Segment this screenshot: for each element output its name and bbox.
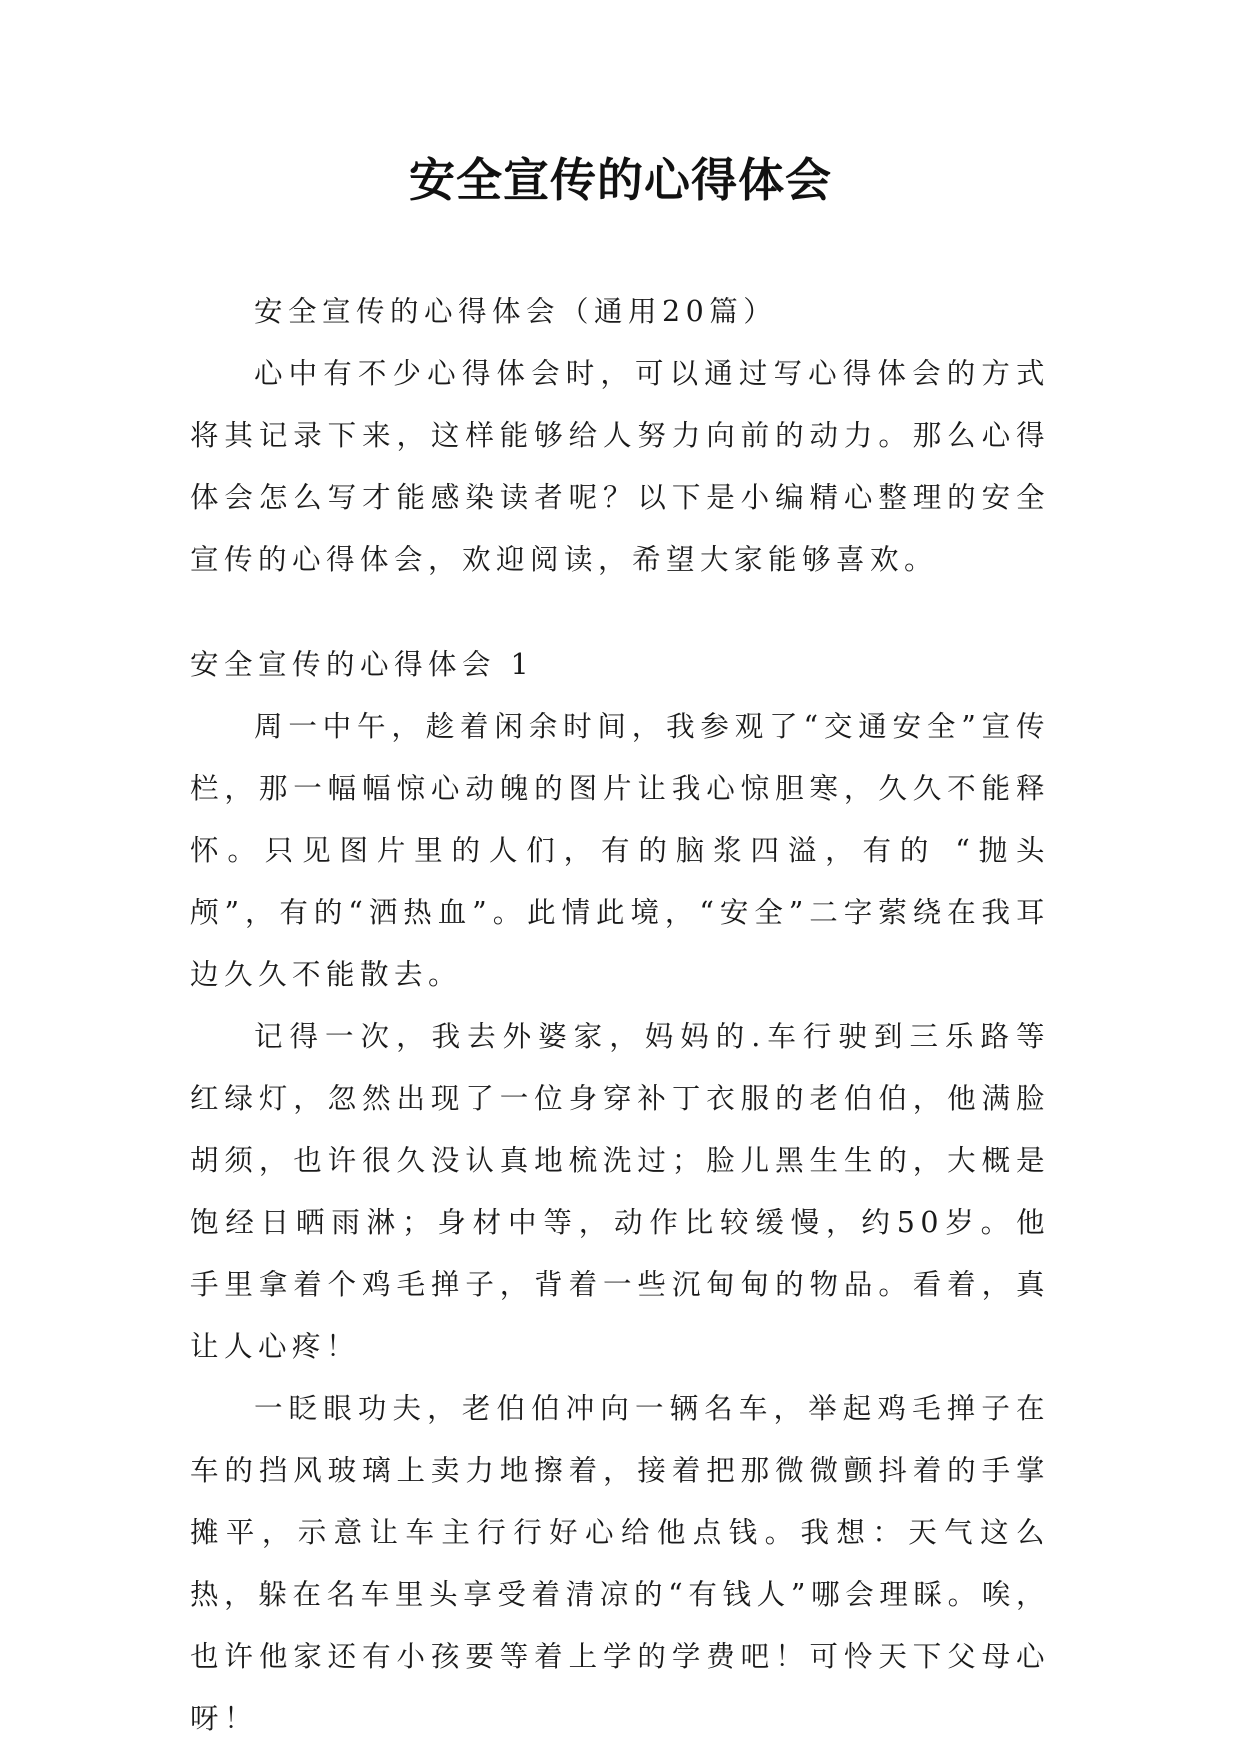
document-subtitle: 安全宣传的心得体会（通用20篇） [254, 295, 778, 328]
section-heading: 安全宣传的心得体会 1 [190, 648, 535, 681]
section-1-block [190, 634, 1050, 1750]
document-title: 安全宣传的心得体会 [409, 153, 832, 207]
body-paragraph-2: 记得一次，我去外婆家，妈妈的.车行驶到三乐路等红绿灯，忽然出现了一位身穿补丁衣服的老伯伯，他满脸胡须，也许很久没认真地梳洗过；脸儿黑生生的，大概是饱经日晒雨淋；身材中等，动作比较缓慢，约50岁。他手里拿着个鸡毛掸子，背着一些沉甸甸的物品。看着，真让人心疼！ [190, 1020, 1050, 1363]
intro-paragraph: 心中有不少心得体会时，可以通过写心得体会的方式将其记录下来，这样能够给人努力向前的动力。那么心得体会怎么写才能感染读者呢？以下是小编精心整理的安全宣传的心得体会，欢迎阅读，希望大家能够喜欢。 [190, 357, 1050, 576]
body-paragraph-3: 一眨眼功夫，老伯伯冲向一辆名车，举起鸡毛掸子在车的挡风玻璃上卖力地擦着，接着把那微微颤抖着的手掌摊平，示意让车主行行好心给他点钱。我想：天气这么热，躲在名车里头享受着清凉的“有钱人”哪会理睬。唉，也许他家还有小孩要等着上学的学费吧！可怜天下父母心呀！ [190, 1392, 1050, 1735]
body-paragraph-1: 周一中午，趁着闲余时间，我参观了“交通安全”宣传栏，那一幅幅惊心动魄的图片让我心惊胆寒，久久不能释怀。只见图片里的人们，有的脑浆四溢，有的 “抛头颅”，有的“洒热血”。此情此境，“安全”二字萦绕在我耳边久久不能散去。 [190, 710, 1050, 991]
intro-block [190, 281, 1050, 591]
